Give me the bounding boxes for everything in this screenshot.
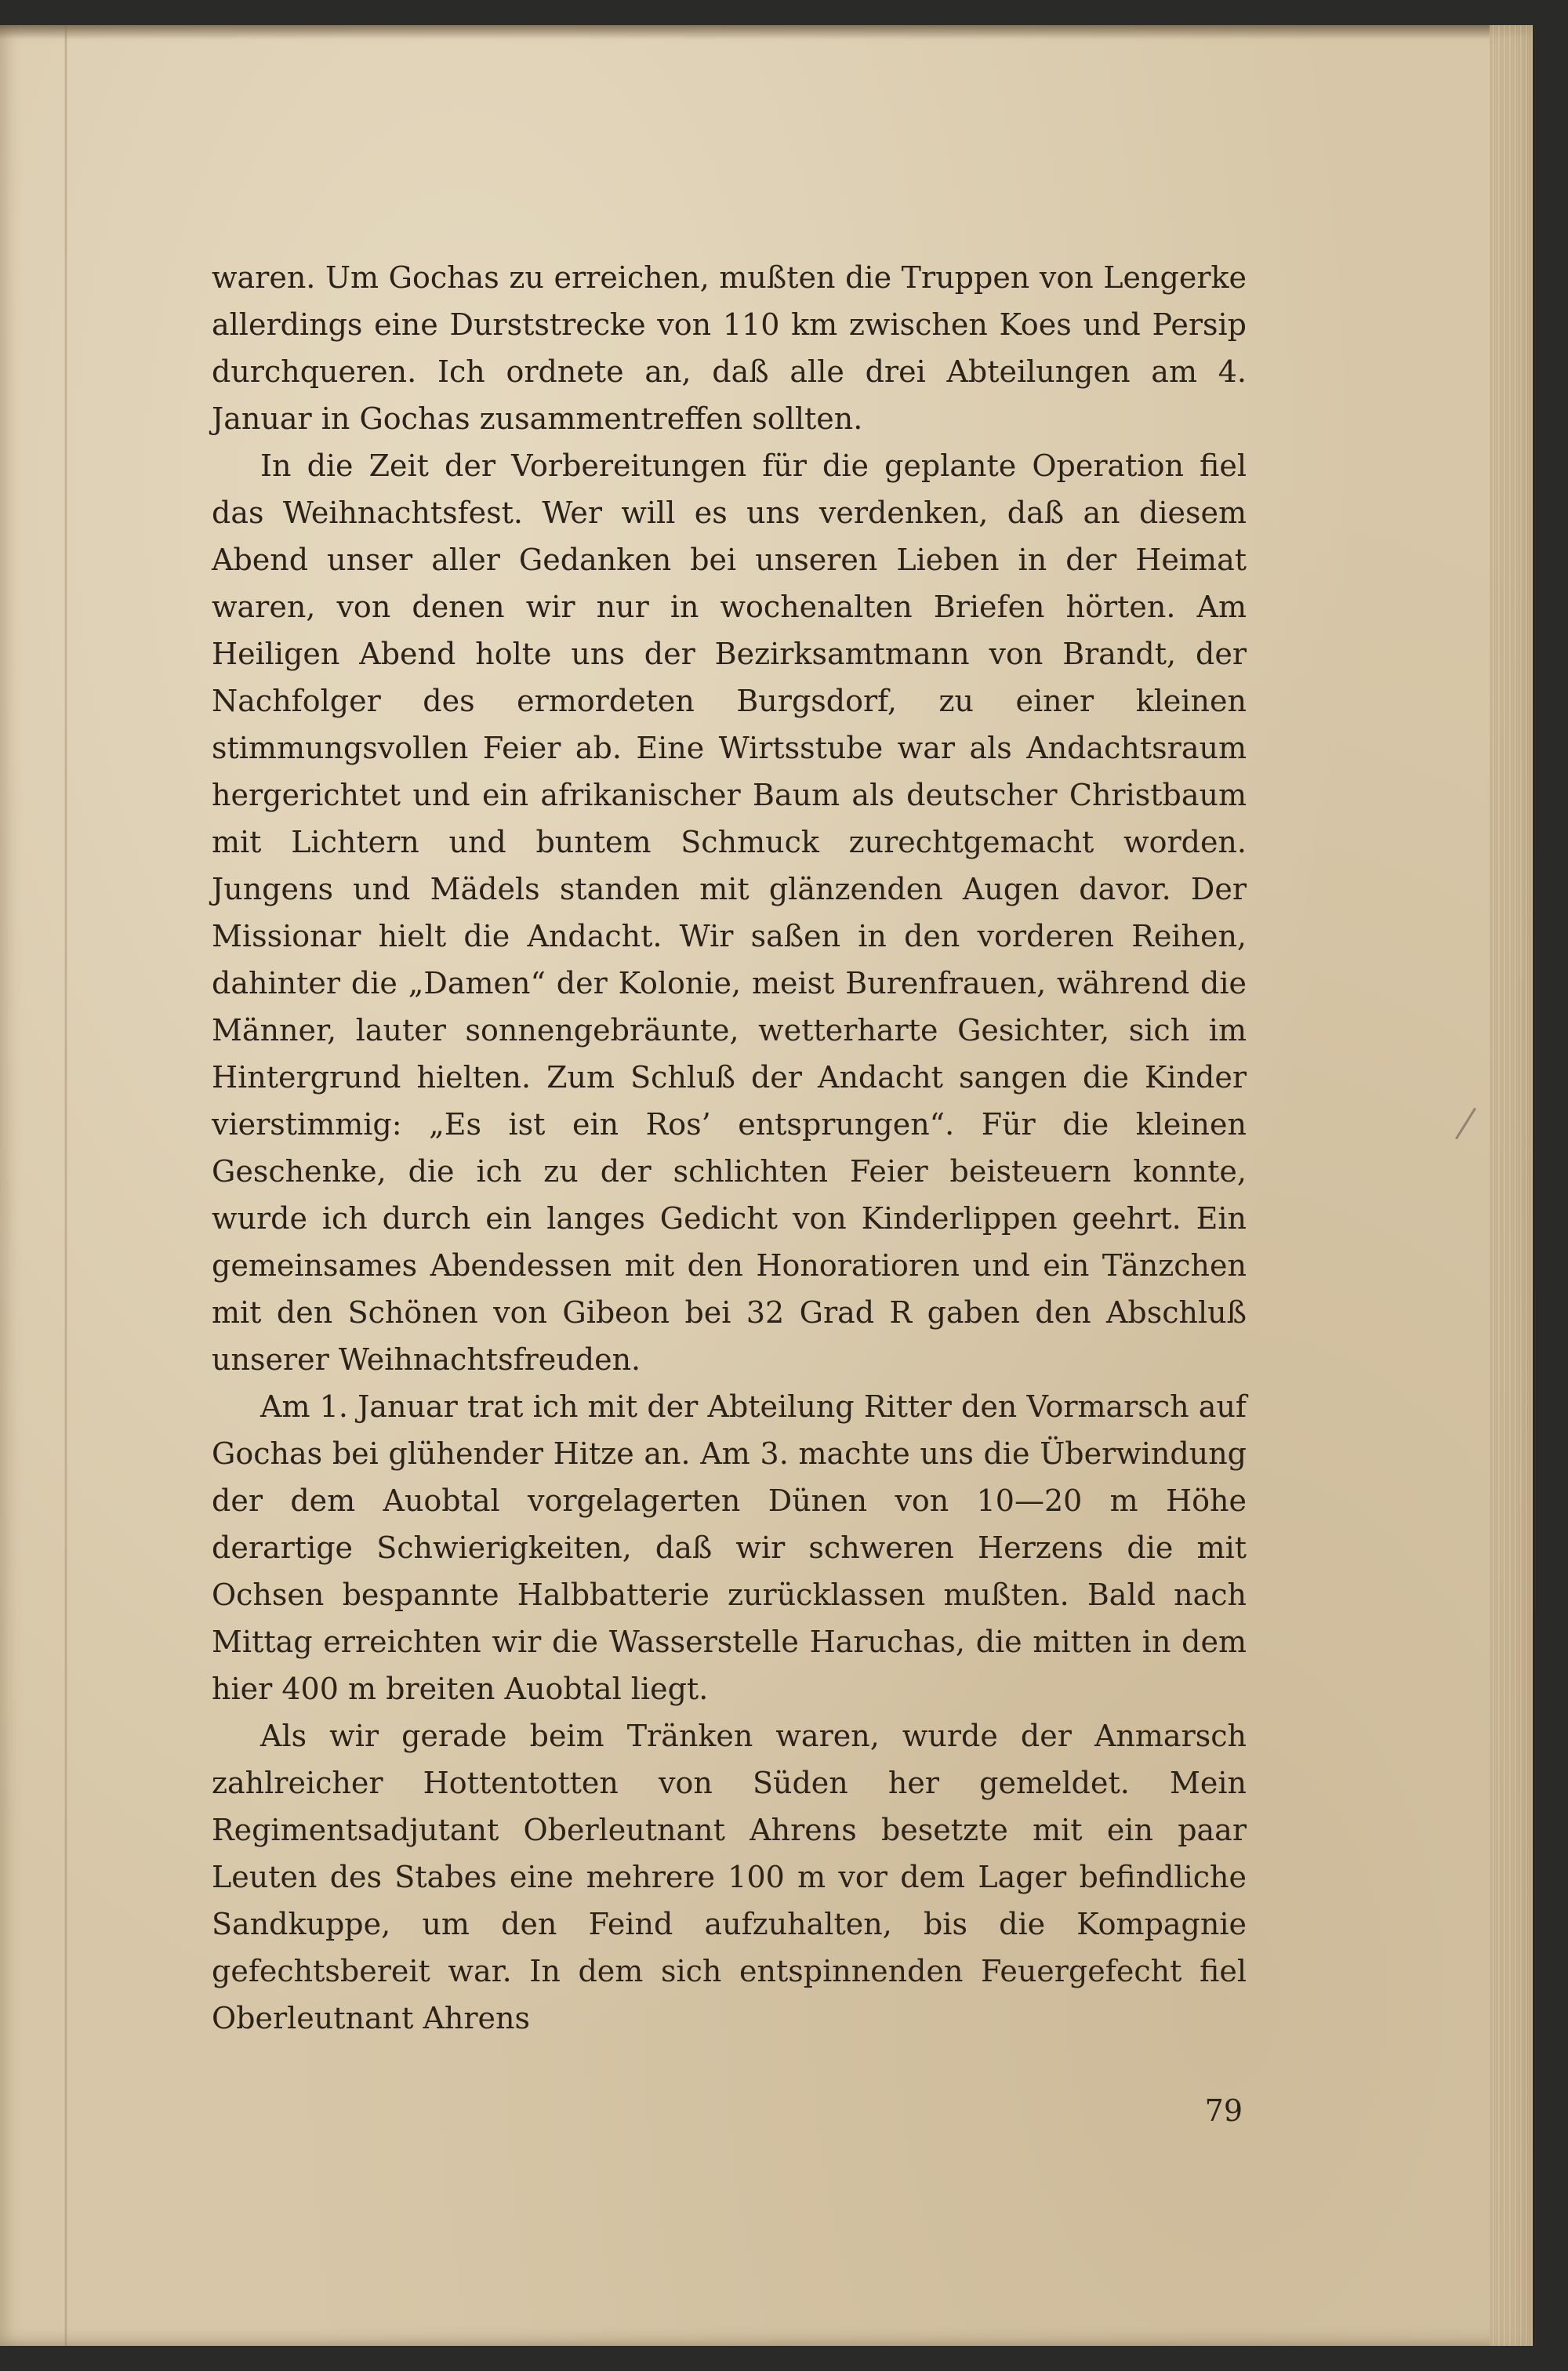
paragraph-1: waren. Um Gochas zu erreichen, mußten die Truppen von Lengerke allerdings eine Durststrecke von 110 km zwischen Koes und Persip durchqueren. Ich ordnete an, daß alle drei Abteilungen am 4. Januar in Gochas zusammentreffen sollten. — [212, 260, 1247, 436]
page-number: 79 — [1204, 2093, 1243, 2128]
book-page — [0, 25, 1533, 2346]
paragraph-2: In die Zeit der Vorbereitungen für die geplante Operation fiel das Weihnachtsfest. Wer will es uns verdenken, daß an diesem Abend unser aller Gedanken bei unseren Lieben in der Heimat waren, von denen wir nur in wochenalten Briefen hörten. Am Heiligen Abend holte uns der Bezirksamtmann von Brandt, der Nachfolger des ermordeten Burgsdorf, zu einer kleinen stimmungsvollen Feier ab. Eine Wirtsstube war als Andachtsraum hergerichtet und ein afrikanischer Baum als deutscher Christbaum mit Lichtern und buntem Schmuck zurechtgemacht worden. Jungens und Mädels standen mit glänzenden Augen davor. Der Missionar hielt die Andacht. Wir saßen in den vorderen Reihen, dahinter die „Damen“ der Kolonie, meist Burenfrauen, während die Männer, lauter sonnengebräunte, wetterharte Gesichter, sich im Hintergrund hielten. Zum Schluß der Andacht sangen die Kinder vierstimmig: „Es ist ein Ros’ entsprungen“. Für die kleinen Geschenke, die ich zu der schlichten Feier beisteuern konnte, wurde ich durch ein langes Gedicht von Kinderlippen geehrt. Ein gemeinsames Abendessen mit den Honoratioren und ein Tänzchen mit den Schönen von Gibeon bei 32 Grad R gaben den Abschluß unserer Weihnachtsfreuden. — [212, 448, 1247, 1377]
paragraph-4: Als wir gerade beim Tränken waren, wurde der Anmarsch zahlreicher Hottentotten von Süden her gemeldet. Mein Regimentsadjutant Oberleutnant Ahrens besetzte mit ein paar Leuten des Stabes eine mehrere 100 m vor dem Lager befindliche Sandkuppe, um den Feind aufzuhalten, bis die Kompagnie gefechtsbereit war. In dem sich entspinnenden Feuergefecht fiel Oberleutnant Ahrens — [212, 1719, 1247, 2035]
page-edge-strip — [1490, 25, 1533, 2346]
page-gutter-line — [64, 25, 67, 2346]
body-text — [212, 254, 1247, 2042]
page-top-shadow — [0, 25, 1533, 39]
paragraph-3: Am 1. Januar trat ich mit der Abteilung Ritter den Vormarsch auf Gochas bei glühender Hitze an. Am 3. machte uns die Überwindung der dem Auobtal vorgelagerten Dünen von 10—20 m Höhe derartige Schwierigkeiten, daß wir schweren Herzens die mit Ochsen bespannte Halbbatterie zurücklassen mußten. Bald nach Mittag erreichten wir die Wasserstelle Haruchas, die mitten in dem hier 400 m breiten Auobtal liegt. — [212, 1389, 1247, 1706]
pencil-mark — [1455, 1108, 1476, 1140]
